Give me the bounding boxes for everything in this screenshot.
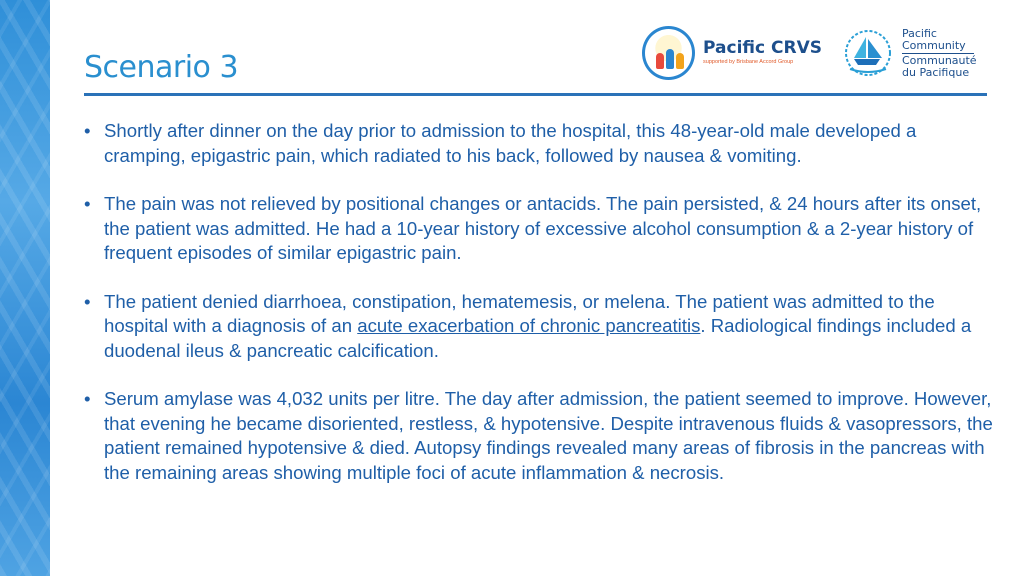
- decorative-side-band: [0, 0, 50, 576]
- bullet-text: Shortly after dinner on the day prior to admission to the hospital, this 48-year-old male developed a cramping, epigastric pain, which radiated to his back, followed by nausea & vomiting.: [104, 120, 917, 166]
- crvs-logo-name: Pacific CRVS: [703, 38, 822, 59]
- spc-logo-line3: Communauté: [902, 53, 977, 67]
- spc-logo-line2: Community: [902, 38, 966, 52]
- pacific-crvs-logo: [642, 24, 822, 82]
- pancreatitis-link[interactable]: acute exacerbation of chronic pancreatitis: [357, 315, 701, 336]
- bullet-item-1: [84, 119, 994, 168]
- bullet-item-4: [84, 387, 994, 485]
- header-divider: [84, 93, 987, 96]
- bullet-item-3: [84, 290, 994, 364]
- bullet-text: The pain was not relieved by positional changes or antacids. The pain persisted, & 24 hours after its onset, the patient was admitted. He had a 10-year history of excessive alcohol consumption & a 2-year history of frequent episodes of similar epigastric pain.: [104, 193, 982, 263]
- bullet-list: [84, 119, 994, 509]
- spc-logo-line1: Pacific: [902, 26, 937, 40]
- bullet-text: Serum amylase was 4,032 units per litre. The day after admission, the patient seemed to improve. However, that evening he became disoriented, restless, & hypotensive. Despite intravenous fluids & vasopressors, the patient remained hypotensive & died. Autopsy findings revealed many areas of fibrosis in the pancreas with the remaining areas showing multiple foci of acute inflammation & necrosis.: [104, 388, 993, 483]
- spc-boat-icon: [840, 25, 896, 81]
- children-circle-icon: [642, 26, 695, 80]
- slide-title: Scenario 3: [84, 50, 239, 86]
- spc-logo-line4: du Pacifique: [902, 65, 970, 79]
- bullet-item-2: [84, 192, 994, 266]
- bullet-text-after-link: . Radiological findings included a duodenal ileus & pancreatic calcification.: [104, 315, 972, 361]
- bullet-text-before-link: The patient denied diarrhoea, constipation, hematemesis, or melena. The patient was admitted to the hospital with a diagnosis of an: [104, 290, 935, 336]
- crvs-logo-tagline: supported by Brisbane Accord Group: [703, 59, 794, 66]
- pacific-community-logo: [840, 22, 990, 84]
